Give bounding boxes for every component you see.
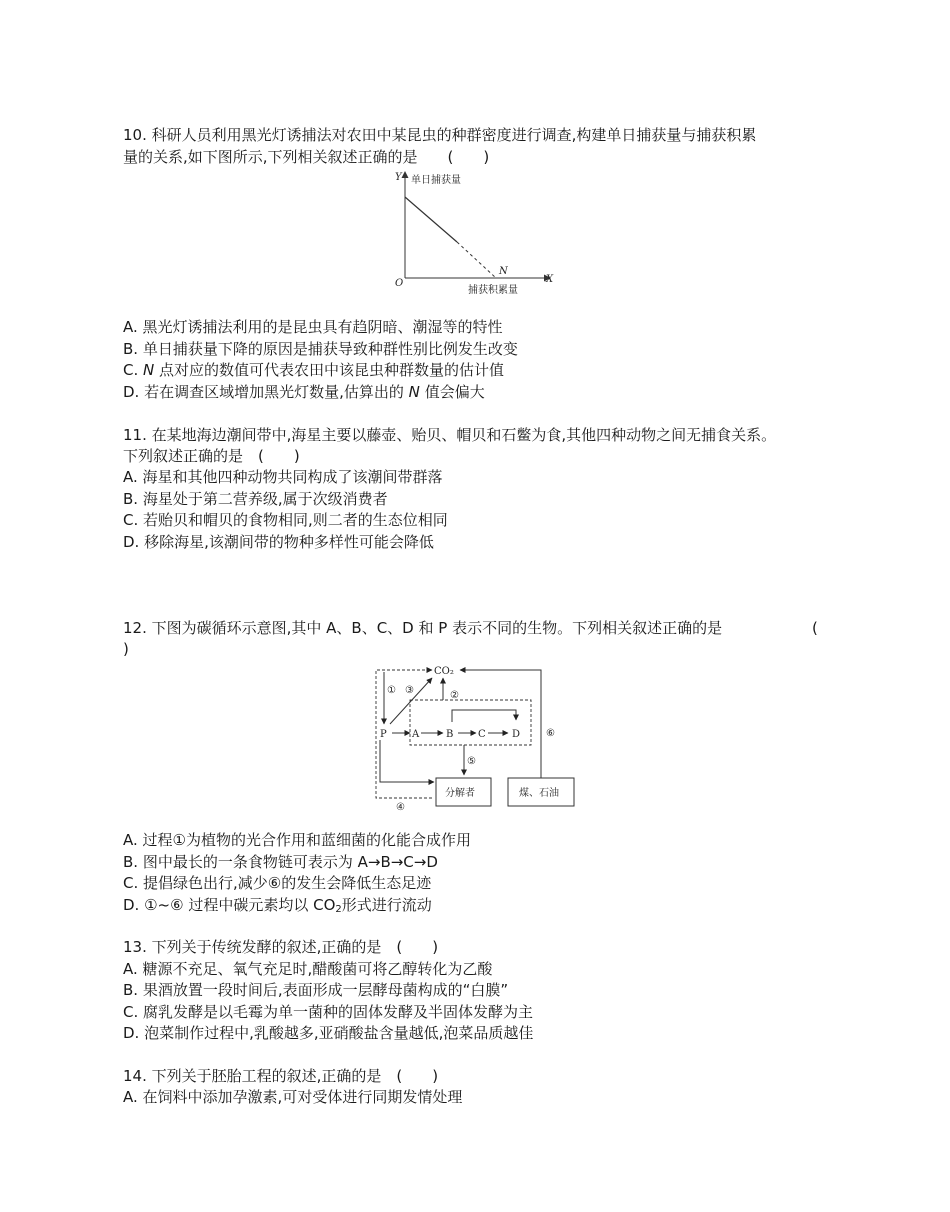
q12-label-2: ②	[450, 690, 459, 701]
q12-label-5: ⑤	[467, 756, 476, 767]
q12-carbon-cycle-diagram	[370, 660, 585, 815]
q12-stem-line2: )	[123, 640, 129, 658]
option-letter: D.	[123, 383, 140, 401]
option-text: 黑光灯诱捕法利用的是昆虫具有趋阴暗、潮湿等的特性	[142, 318, 503, 336]
q14-stem: 14. 下列关于胚胎工程的叙述,正确的是 ( )	[123, 1067, 439, 1085]
q12-node-p: P	[380, 729, 387, 740]
option-text: 海星处于第二营养级,属于次级消费者	[142, 490, 388, 508]
q12-coal-oil-box: 煤、石油	[519, 788, 559, 799]
option-letter: C.	[123, 1003, 139, 1021]
option-text: 在饲料中添加孕激素,可对受体进行同期发情处理	[142, 1088, 463, 1106]
option-text: 提倡绿色出行,减少⑥的发生会降低生态足迹	[143, 874, 432, 892]
q10-graph	[385, 168, 565, 296]
q13-option-c	[123, 1002, 533, 1022]
q10-option-c	[123, 360, 504, 380]
option-subscript: 2	[335, 904, 342, 915]
option-text: 移除海星,该潮间带的物种多样性可能会降低	[144, 533, 434, 551]
q10-x-label: 捕获积累量	[468, 285, 518, 296]
q12-node-a: A	[412, 729, 420, 740]
option-text: 海星和其他四种动物共同构成了该潮间带群落	[142, 468, 443, 486]
q10-option-a	[123, 317, 503, 337]
option-text: 糖源不充足、氧气充足时,醋酸菌可将乙醇转化为乙酸	[142, 960, 493, 978]
option-letter: A.	[123, 468, 138, 486]
option-text-pre: 若在调查区域增加黑光灯数量,估算出的	[144, 383, 404, 401]
q10-solid-line	[405, 197, 457, 242]
option-text: 单日捕获量下降的原因是捕获导致种群性别比例发生改变	[142, 340, 518, 358]
option-variable: N	[143, 361, 155, 379]
option-letter: D.	[123, 1024, 140, 1042]
option-text: 过程①为植物的光合作用和蓝细菌的化能合成作用	[142, 831, 471, 849]
q11-stem-line2: 下列叙述正确的是 ( )	[123, 447, 300, 465]
option-text: 点对应的数值可代表农田中该昆虫种群数量的估计值	[159, 361, 505, 379]
q13-stem: 13. 下列关于传统发酵的叙述,正确的是 ( )	[123, 938, 439, 956]
q12-label-6: ⑥	[546, 728, 555, 739]
q11-option-d	[123, 532, 434, 552]
q12-option-a	[123, 830, 471, 850]
q12-label-3: ③	[405, 685, 414, 696]
option-letter: C.	[123, 361, 139, 379]
option-letter: A.	[123, 1088, 138, 1106]
q12-node-d: D	[512, 729, 521, 740]
q10-x-letter: X	[546, 274, 554, 285]
option-text: 图中最长的一条食物链可表示为 A→B→C→D	[142, 853, 438, 871]
option-text: 果酒放置一段时间后,表面形成一层酵母菌构成的“白膜”	[142, 981, 509, 999]
q10-y-label: 单日捕获量	[411, 175, 461, 186]
option-letter: D.	[123, 896, 140, 914]
q10-origin: O	[395, 278, 404, 289]
option-text: 若贻贝和帽贝的食物相同,则二者的生态位相同	[143, 511, 448, 529]
q10-y-letter: Y	[395, 172, 402, 183]
option-letter: C.	[123, 874, 139, 892]
option-text-post: 形式进行流动	[341, 896, 432, 914]
q12-node-b: B	[446, 729, 454, 740]
q14-option-a	[123, 1087, 462, 1107]
q13-option-b	[123, 980, 508, 1000]
q10-option-d	[123, 382, 485, 402]
q10-stem-line2: 量的关系,如下图所示,下列相关叙述正确的是 ( )	[123, 148, 490, 166]
q13-option-d	[123, 1023, 533, 1043]
option-letter: D.	[123, 533, 140, 551]
q10-point-n: N	[499, 266, 508, 277]
q12-option-c	[123, 873, 431, 893]
q11-stem-line1: 11. 在某地海边潮间带中,海星主要以藤壶、贻贝、帽贝和石鳖为食,其他四种动物之间无捕食关系。	[123, 426, 777, 444]
option-letter: B.	[123, 853, 139, 871]
q11-option-a	[123, 467, 443, 487]
q10-stem-line1: 10. 科研人员利用黑光灯诱捕法对农田中某昆虫的种群密度进行调查,构建单日捕获量与捕获积累	[123, 126, 757, 144]
option-text: 值会偏大	[424, 383, 485, 401]
option-letter: A.	[123, 831, 138, 849]
q12-node-c: C	[478, 729, 486, 740]
q12-stem-line1: 12. 下图为碳循环示意图,其中 A、B、C、D 和 P 表示不同的生物。下列相关叙述正确的是	[123, 619, 723, 637]
q12-option-b	[123, 852, 438, 872]
q12-option-d	[123, 895, 432, 920]
option-variable: N	[408, 383, 420, 401]
option-text: 腐乳发酵是以毛霉为单一菌种的固体发酵及半固体发酵为主	[143, 1003, 534, 1021]
option-letter: B.	[123, 490, 139, 508]
option-text: 泡菜制作过程中,乳酸越多,亚硝酸盐含量越低,泡菜品质越佳	[144, 1024, 534, 1042]
q12-decomposer-box: 分解者	[445, 788, 475, 799]
option-text-pre: ①~⑥ 过程中碳元素均以 CO	[144, 896, 336, 914]
option-letter: B.	[123, 340, 139, 358]
q12-label-1: ①	[387, 685, 396, 696]
q11-option-b	[123, 489, 388, 509]
q12-label-4: ④	[396, 802, 405, 813]
q10-option-b	[123, 339, 518, 359]
q10-dashed-line	[457, 242, 496, 278]
q12-co2-label: CO₂	[434, 666, 454, 677]
q13-option-a	[123, 959, 492, 979]
option-letter: A.	[123, 960, 138, 978]
option-letter: B.	[123, 981, 139, 999]
option-letter: A.	[123, 318, 138, 336]
q11-option-c	[123, 510, 448, 530]
option-letter: C.	[123, 511, 139, 529]
q12-paren-open: (	[812, 619, 818, 637]
